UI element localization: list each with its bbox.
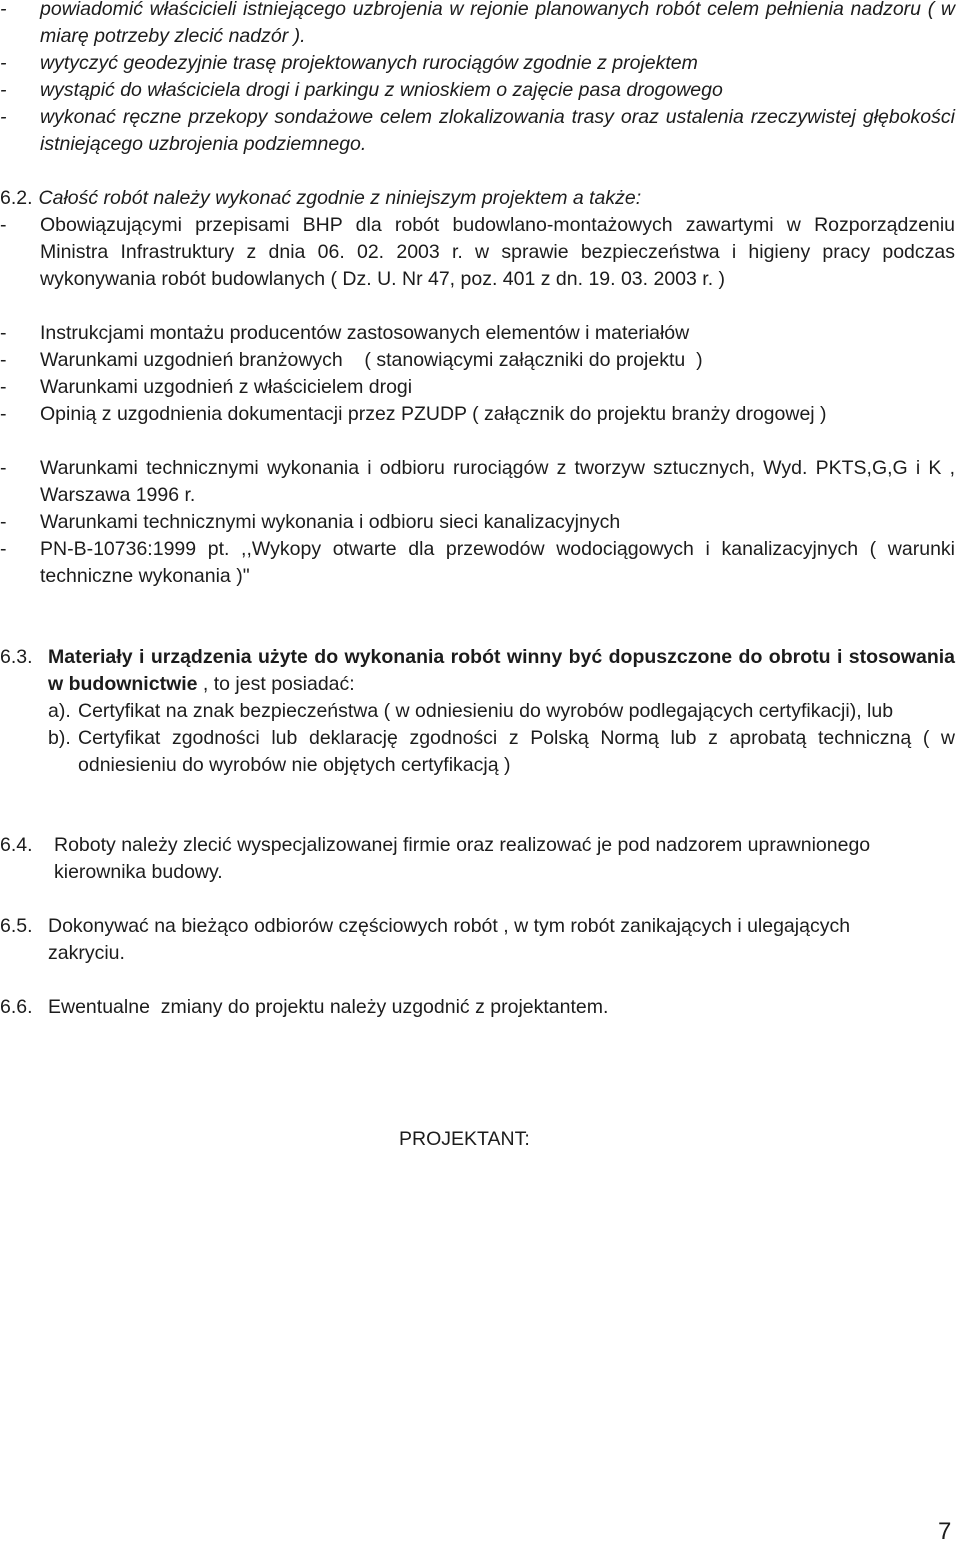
section-6-4 xyxy=(0,832,900,886)
list-dash: - xyxy=(0,538,7,560)
section-number: 6.3. xyxy=(0,646,33,668)
list-dash: - xyxy=(0,403,7,425)
section-heading xyxy=(48,644,955,698)
section-number: 6.2. xyxy=(0,187,33,209)
s62-item-text: Warunkami uzgodnień branżowych ( stanowiącymi załączniki do projektu ) xyxy=(40,349,703,371)
intro-item-text: wykonać ręczne przekopy sondażowe celem zlokalizowania trasy oraz ustalenia rzeczywistej głębokości istniejącego uzbrojenia podziemnego. xyxy=(40,106,955,155)
s63-sublist xyxy=(48,698,955,779)
signature-label: PROJEKTANT: xyxy=(399,1128,530,1150)
sub-label: b). xyxy=(48,727,71,749)
sub-text: Certyfikat zgodności lub deklarację zgodności z Polską Normą lub z aprobatą techniczną ( w odniesieniu do wyrobów nie objętych certyfikacją ) xyxy=(78,727,955,776)
intro-item-text: wystąpić do właściciela drogi i parkingu z wnioskiem o zajęcie pasa drogowego xyxy=(40,79,723,101)
section-number: 6.6. xyxy=(0,996,33,1018)
s62-item xyxy=(0,401,955,428)
list-dash: - xyxy=(0,52,7,74)
sub-text: Certyfikat na znak bezpieczeństwa ( w odniesieniu do wyrobów podlegających certyfikacji), lub xyxy=(78,700,894,722)
section-text: Roboty należy zlecić wyspecjalizowanej firmie oraz realizować je pod nadzorem uprawnionego kierownika budowy. xyxy=(54,834,871,883)
section-number: 6.4. xyxy=(0,834,33,856)
s63-item xyxy=(48,725,955,779)
intro-item-text: powiadomić właścicieli istniejącego uzbrojenia w rejonie planowanych robót celem pełnienia nadzoru ( w miarę potrzeby zlecić nadzór ). xyxy=(40,0,955,47)
section-6-6 xyxy=(0,994,940,1021)
s62-item xyxy=(0,347,955,374)
s62-item xyxy=(0,536,955,590)
s62-item xyxy=(0,374,955,401)
s62-item xyxy=(0,212,955,293)
intro-item xyxy=(0,104,955,158)
s62-item-text: Obowiązującymi przepisami BHP dla robót budowlano-montażowych zawartymi w Rozporządzeniu Ministra Infrastruktury z dnia 06. 02. 2003 r. w sprawie bezpieczeństwa i higieny pracy podczas wykonywania robót budowlanych ( Dz. U. Nr 47, poz. 401 z dn. 19. 03. 2003 r. ) xyxy=(40,214,955,290)
list-dash: - xyxy=(0,214,7,236)
list-dash: - xyxy=(0,322,7,344)
list-dash: - xyxy=(0,376,7,398)
section-6-3 xyxy=(0,644,955,698)
section-text: Ewentualne zmiany do projektu należy uzgodnić z projektantem. xyxy=(48,996,609,1018)
page-number: 7 xyxy=(938,1518,952,1545)
intro-item-text: wytyczyć geodezyjnie trasę projektowanych rurociągów zgodnie z projektem xyxy=(40,52,698,74)
s62-item xyxy=(0,455,955,509)
section-heading-text: Całość robót należy wykonać zgodnie z niniejszym projektem a także: xyxy=(38,187,642,209)
list-dash: - xyxy=(0,457,7,479)
intro-item xyxy=(0,77,955,104)
list-dash: - xyxy=(0,511,7,533)
s62-item-text: PN-B-10736:1999 pt. ,,Wykopy otwarte dla przewodów wodociągowych i kanalizacyjnych ( warunki techniczne wykonania )" xyxy=(40,538,955,587)
section-6-2-heading xyxy=(0,185,955,212)
section-heading-bold: Materiały i urządzenia użyte do wykonania robót winny być dopuszczone do obrotu i stosowania w budownictwie xyxy=(48,646,955,695)
s62-item-text: Opinią z uzgodnienia dokumentacji przez PZUDP ( załącznik do projektu branży drogowej ) xyxy=(40,403,827,425)
s62-item xyxy=(0,320,955,347)
section-6-5 xyxy=(0,913,910,967)
s62-item-text: Warunkami technicznymi wykonania i odbioru rurociągów z tworzyw sztucznych, Wyd. PKTS,G,G i K , Warszawa 1996 r. xyxy=(40,457,955,506)
section-heading-rest: , to jest posiadać: xyxy=(197,673,355,695)
s62-item-text: Warunkami technicznymi wykonania i odbioru sieci kanalizacyjnych xyxy=(40,511,621,533)
sub-label: a). xyxy=(48,700,71,722)
s63-item xyxy=(48,698,955,725)
list-dash: - xyxy=(0,349,7,371)
list-dash: - xyxy=(0,79,7,101)
section-number: 6.5. xyxy=(0,915,33,937)
s62-item-text: Warunkami uzgodnień z właścicielem drogi xyxy=(40,376,413,398)
s62-item xyxy=(0,509,955,536)
list-dash: - xyxy=(0,0,7,20)
s62-item-text: Instrukcjami montażu producentów zastosowanych elementów i materiałów xyxy=(40,322,690,344)
section-text: Dokonywać na bieżąco odbiorów częściowych robót , w tym robót zanikających i ulegających zakryciu. xyxy=(48,915,851,964)
intro-item xyxy=(0,50,955,77)
intro-item xyxy=(0,0,955,50)
list-dash: - xyxy=(0,106,7,128)
